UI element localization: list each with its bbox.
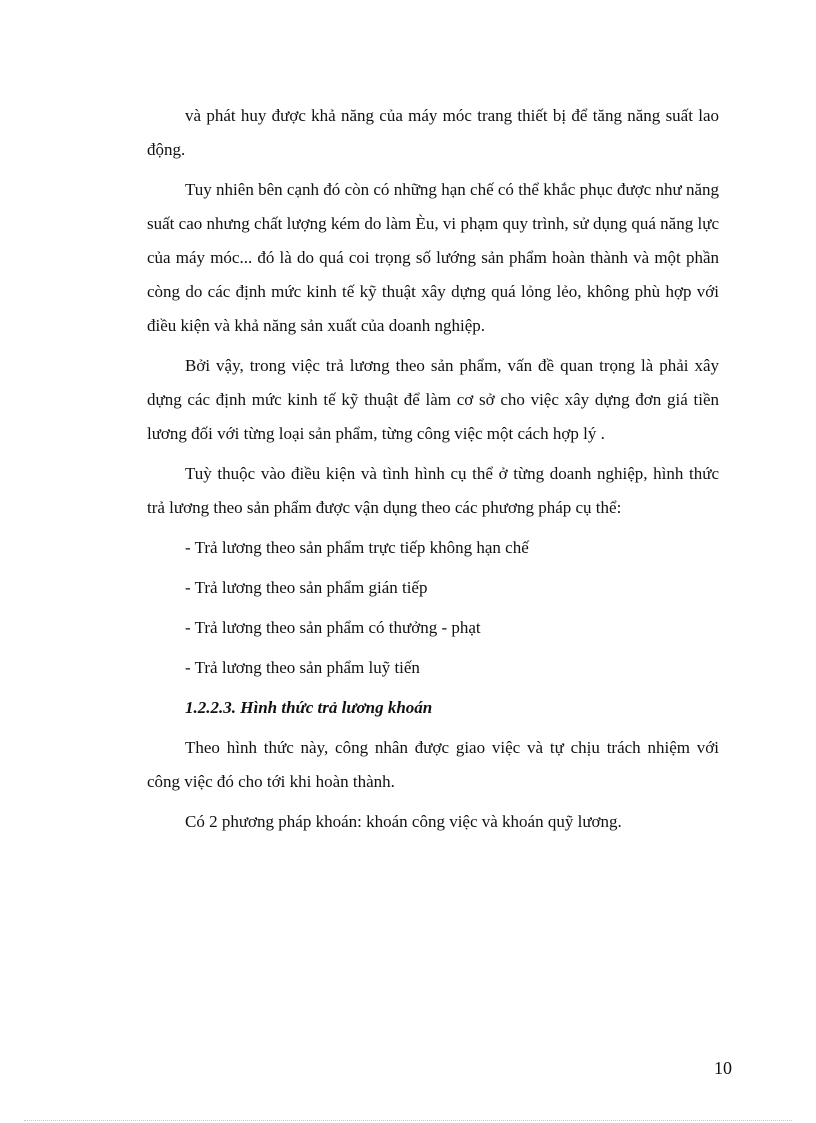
section-heading: 1.2.2.3. Hình thức trả lương khoán <box>185 698 433 717</box>
list-item: - Trả lương theo sản phẩm gián tiếp <box>185 578 428 597</box>
page-number: 10 <box>714 1058 732 1078</box>
document-body <box>147 99 719 839</box>
methods-list <box>147 531 719 685</box>
paragraph-continuation: và phát huy được khả năng của máy móc trang thiết bị để tăng năng suất lao động. <box>147 106 719 159</box>
list-item: - Trả lương theo sản phẩm trực tiếp không hạn chế <box>185 538 529 557</box>
paragraph-contract-methods: Có 2 phương pháp khoán: khoán công việc và khoán quỹ lương. <box>185 812 622 831</box>
paragraph-therefore: Bởi vậy, trong việc trả lương theo sản phẩm, vấn đề quan trọng là phải xây dựng các định mức kinh tế kỹ thuật để làm cơ sở cho việc xây dựng đơn giá tiền lương đối với từng loại sản phẩm, từng công việc một cách hợp lý . <box>147 356 719 443</box>
list-item: - Trả lương theo sản phẩm luỹ tiến <box>185 658 420 677</box>
list-item: - Trả lương theo sản phẩm có thưởng - phạt <box>185 618 481 637</box>
footer-divider <box>24 1120 792 1121</box>
paragraph-contract-form: Theo hình thức này, công nhân được giao việc và tự chịu trách nhiệm với công việc đó cho tới khi hoàn thành. <box>147 738 719 791</box>
paragraph-limitations: Tuy nhiên bên cạnh đó còn có những hạn chế có thể khắc phục được như năng suất cao nhưng chất lượng kém do làm Èu, vi phạm quy trình, sử dụng quá năng lực của máy móc... đó là do quá coi trọng số lướng sản phẩm hoàn thành và một phần còng do các định mức kinh tế kỹ thuật xây dựng quá lỏng lẻo, không phù hợp với điều kiện và khả năng sản xuất của doanh nghiệp. <box>147 180 719 335</box>
paragraph-methods-intro: Tuỳ thuộc vào điều kiện và tình hình cụ thể ở từng doanh nghiệp, hình thức trả lương theo sản phẩm được vận dụng theo các phương pháp cụ thể: <box>147 464 719 517</box>
